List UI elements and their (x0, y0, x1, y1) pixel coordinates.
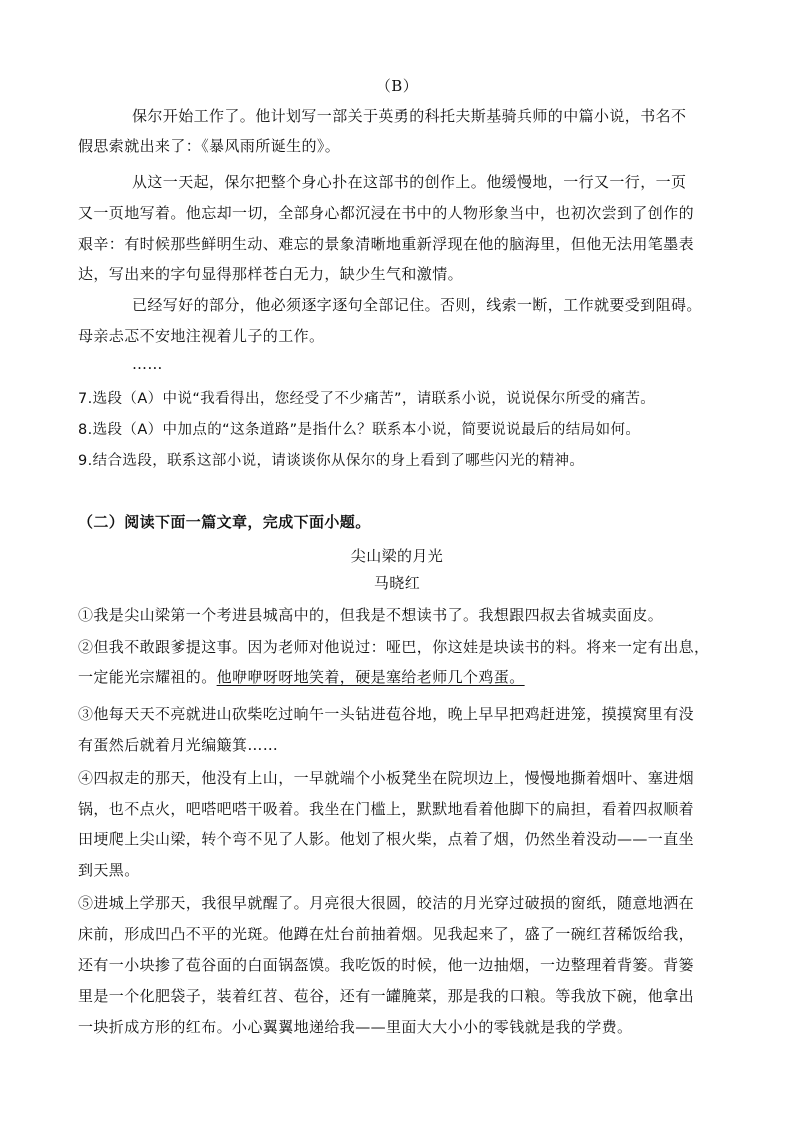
paragraph-line: 又一页地写着。他忘却一切，全部身心都沉浸在书中的人物形象当中，也初次尝到了创作的 (78, 204, 695, 222)
question-9: 9.结合选段，联系这部小说，请谈谈你从保尔的身上看到了哪些闪光的精神。 (78, 453, 585, 469)
paragraph-line: 艰辛：有时候那些鲜明生动、难忘的景象清晰地重新浮现在他的脑海里，但他无法用笔墨表 (78, 235, 695, 253)
paragraph-line: 母亲忐忑不安地注视着儿子的工作。 (78, 327, 325, 345)
paragraph-5-cont: 床前，形成凹凸不平的光斑。他蹲在灶台前抽着烟。见我起来了，盛了一碗红苕稀饭给我， (78, 925, 695, 943)
paragraph-4-cont: 田埂爬上尖山梁，转个弯不见了人影。他划了根火柴，点着了烟，仍然坐着没动——一直坐 (78, 830, 695, 848)
section-b-label: （B） (375, 77, 419, 95)
paragraph-4-cont: 锅，也不点火，吧嗒吧嗒干吸着。我坐在门槛上，默默地看着他脚下的扁担，看着四叔顺着 (78, 800, 695, 818)
underlined-sentence: 他咿咿呀呀地笑着，硬是塞给老师几个鸡蛋。 (216, 668, 525, 686)
paragraph-1: ①我是尖山梁第一个考进县城高中的，但我是不想读书了。我想跟四叔去省城卖面皮。 (78, 606, 664, 624)
part-two-heading: （二）阅读下面一篇文章，完成下面小题。 (78, 513, 371, 531)
ellipsis: …… (132, 355, 163, 373)
paragraph-line: 假思索就出来了：《暴风雨所诞生的》。 (78, 137, 341, 155)
paragraph-2-text: 一定能光宗耀祖的。 (78, 668, 217, 686)
paragraph-2: ②但我不敢跟爹提这事。因为老师对他说过：哑巴，你这娃是块读书的料。将来一定有出息， (78, 638, 710, 656)
question-8: 8.选段（A）中加点的“这条道路”是指什么？联系本小说，简要说说最后的结局如何。 (78, 422, 641, 438)
paragraph-5-cont: 一块折成方形的红布。小心翼翼地递给我——里面大大小小的零钱就是我的学费。 (78, 1018, 633, 1036)
paragraph-4: ④四叔走的那天，他没有上山，一早就端个小板凳坐在院坝边上，慢慢地撕着烟叶、塞进烟 (78, 769, 695, 787)
article-author: 马晓红 (373, 574, 421, 592)
paragraph-line: 从这一天起，保尔把整个身心扑在这部书的创作上。他缓慢地，一行又一行，一页 (132, 173, 687, 191)
paragraph-2-cont (78, 667, 718, 687)
paragraph-5-cont: 里是一个化肥袋子，装着红苕、苞谷，还有一罐腌菜，那是我的口粮。等我放下碗，他拿出 (78, 987, 695, 1005)
paragraph-4-cont: 到天黑。 (78, 861, 140, 879)
paragraph-line: 保尔开始工作了。他计划写一部关于英勇的科托夫斯基骑兵师的中篇小说，书名不 (132, 107, 687, 125)
paragraph-line: 达，写出来的字句显得那样苍白无力，缺少生气和激情。 (78, 265, 464, 283)
article-title: 尖山梁的月光 (350, 547, 444, 565)
question-7: 7.选段（A）中说“我看得出，您经受了不少痛苦”，请联系小说，说说保尔所受的痛苦。 (78, 391, 656, 407)
paragraph-line: 已经写好的部分，他必须逐字逐句全部记住。否则，线索一断，工作就要受到阻碍。 (132, 296, 702, 314)
paragraph-3: ③他每天天不亮就进山砍柴吃过晌午一头钻进苞谷地，晚上早早把鸡赶进笼，摸摸窝里有没 (78, 705, 695, 723)
paragraph-5-cont: 还有一小块掺了苞谷面的白面锅盔馍。我吃饭的时候，他一边抽烟，一边整理着背篓。背篓 (78, 956, 695, 974)
paragraph-3-cont: 有蛋然后就着月光编簸箕…… (78, 736, 279, 754)
paragraph-5: ⑤进城上学那天，我很早就醒了。月亮很大很圆，皎洁的月光穿过破损的窗纸，随意地洒在 (78, 894, 695, 912)
